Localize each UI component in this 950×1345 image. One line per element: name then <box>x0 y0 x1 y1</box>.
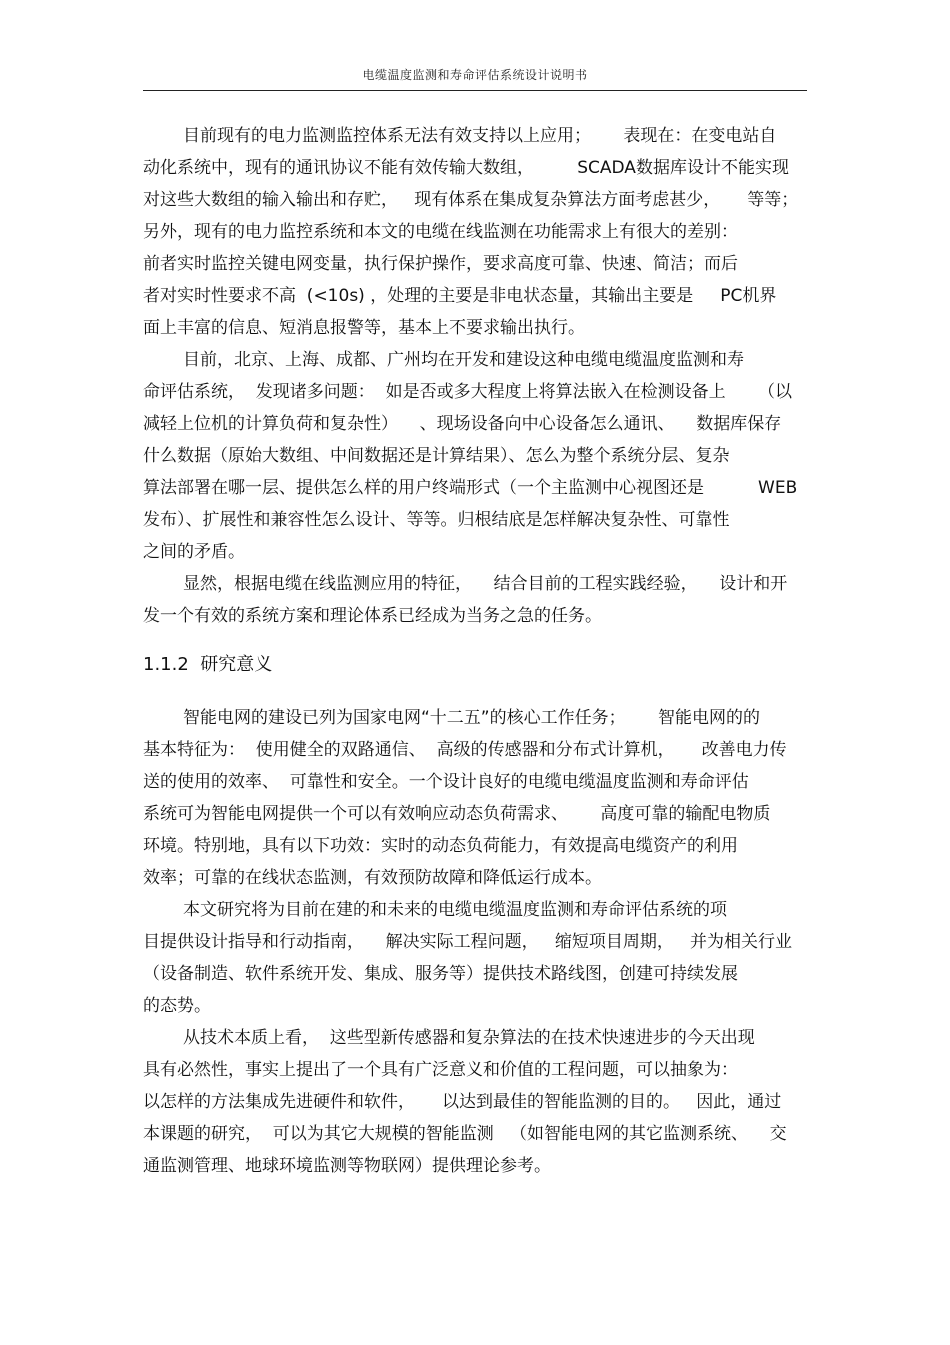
paragraph-line: 算法部署在哪一层、提供怎么样的用户终端形式（一个主监测中心视图还是 WEB <box>143 478 798 498</box>
paragraph-line: 发一个有效的系统方案和理论体系已经成为当务之急的任务。 <box>143 606 602 626</box>
paragraph-line: 通监测管理、地球环境监测等物联网）提供理论参考。 <box>143 1156 551 1176</box>
paragraph-line: 另外，现有的电力监控系统和本文的电缆在线监测在功能需求上有很大的差别： <box>143 222 738 242</box>
paragraph-line: 具有必然性，事实上提出了一个具有广泛意义和价值的工程问题，可以抽象为： <box>143 1060 738 1080</box>
paragraph-line: 本课题的研究， 可以为其它大规模的智能监测 （如智能电网的其它监测系统、 交 <box>143 1124 787 1144</box>
paragraph-line: 命评估系统， 发现诸多问题： 如是否或多大程度上将算法嵌入在检测设备上 （以 <box>143 382 793 402</box>
paragraph-line: 者对实时性要求不高 (<10s) ，处理的主要是非电状态量，其输出主要是 PC机界 <box>143 286 777 306</box>
section-heading: 1.1.2 研究意义 <box>143 654 273 675</box>
paragraph-line: 动化系统中，现有的通讯协议不能有效传输大数组， SCADA数据库设计不能实现 <box>143 158 789 178</box>
paragraph-line: 前者实时监控关键电网变量，执行保护操作，要求高度可靠、快速、简洁；而后 <box>143 254 738 274</box>
header-rule <box>143 90 807 91</box>
paragraph-line: 从技术本质上看， 这些型新传感器和复杂算法的在技术快速进步的今天出现 <box>183 1028 755 1048</box>
paragraph-line: 目提供设计指导和行动指南， 解决实际工程问题， 缩短项目周期， 并为相关行业 <box>143 932 793 952</box>
paragraph-line: 发布）、扩展性和兼容性怎么设计、等等。归根结底是怎样解决复杂性、可靠性 <box>143 510 730 530</box>
paragraph-line: 基本特征为： 使用健全的双路通信、 高级的传感器和分布式计算机， 改善电力传 <box>143 740 787 760</box>
paragraph-line: 之间的矛盾。 <box>143 542 245 562</box>
paragraph-line: 目前，北京、上海、成都、广州均在开发和建设这种电缆电缆温度监测和寿 <box>183 350 744 370</box>
paragraph-line: 减轻上位机的计算负荷和复杂性） 、现场设备向中心设备怎么通讯、 数据库保存 <box>143 414 782 434</box>
paragraph-line: 本文研究将为目前在建的和未来的电缆电缆温度监测和寿命评估系统的项 <box>183 900 727 920</box>
paragraph-line: 送的使用的效率、 可靠性和安全。一个设计良好的电缆电缆温度监测和寿命评估 <box>143 772 749 792</box>
paragraph-line: 智能电网的建设已列为国家电网“十二五”的核心工作任务； 智能电网的的 <box>183 708 761 728</box>
paragraph-line: 环境。特别地，具有以下功效：实时的动态负荷能力，有效提高电缆资产的利用 <box>143 836 738 856</box>
paragraph-line: 系统可为智能电网提供一个可以有效响应动态负荷需求、 高度可靠的输配电物质 <box>143 804 771 824</box>
paragraph-line: 面上丰富的信息、短消息报警等，基本上不要求输出执行。 <box>143 318 585 338</box>
paragraph-line: 什么数据（原始大数组、中间数据还是计算结果）、怎么为整个系统分层、复杂 <box>143 446 730 466</box>
paragraph-line: 对这些大数组的输入输出和存贮， 现有体系在集成复杂算法方面考虑甚少， 等等； <box>143 190 799 210</box>
page-header: 电缆温度监测和寿命评估系统设计说明书 <box>362 68 588 82</box>
paragraph-line: 显然，根据电缆在线监测应用的特征， 结合目前的工程实践经验， 设计和开 <box>183 574 788 594</box>
paragraph-line: 以怎样的方法集成先进硬件和软件， 以达到最佳的智能监测的目的。 因此，通过 <box>143 1092 782 1112</box>
paragraph-line: 目前现有的电力监测监控体系无法有效支持以上应用； 表现在：在变电站自 <box>183 126 777 146</box>
paragraph-line: 效率；可靠的在线状态监测，有效预防故障和降低运行成本。 <box>143 868 602 888</box>
paragraph-line: （设备制造、软件系统开发、集成、服务等）提供技术路线图，创建可持续发展 <box>143 964 738 984</box>
paragraph-line: 的态势。 <box>143 996 211 1016</box>
